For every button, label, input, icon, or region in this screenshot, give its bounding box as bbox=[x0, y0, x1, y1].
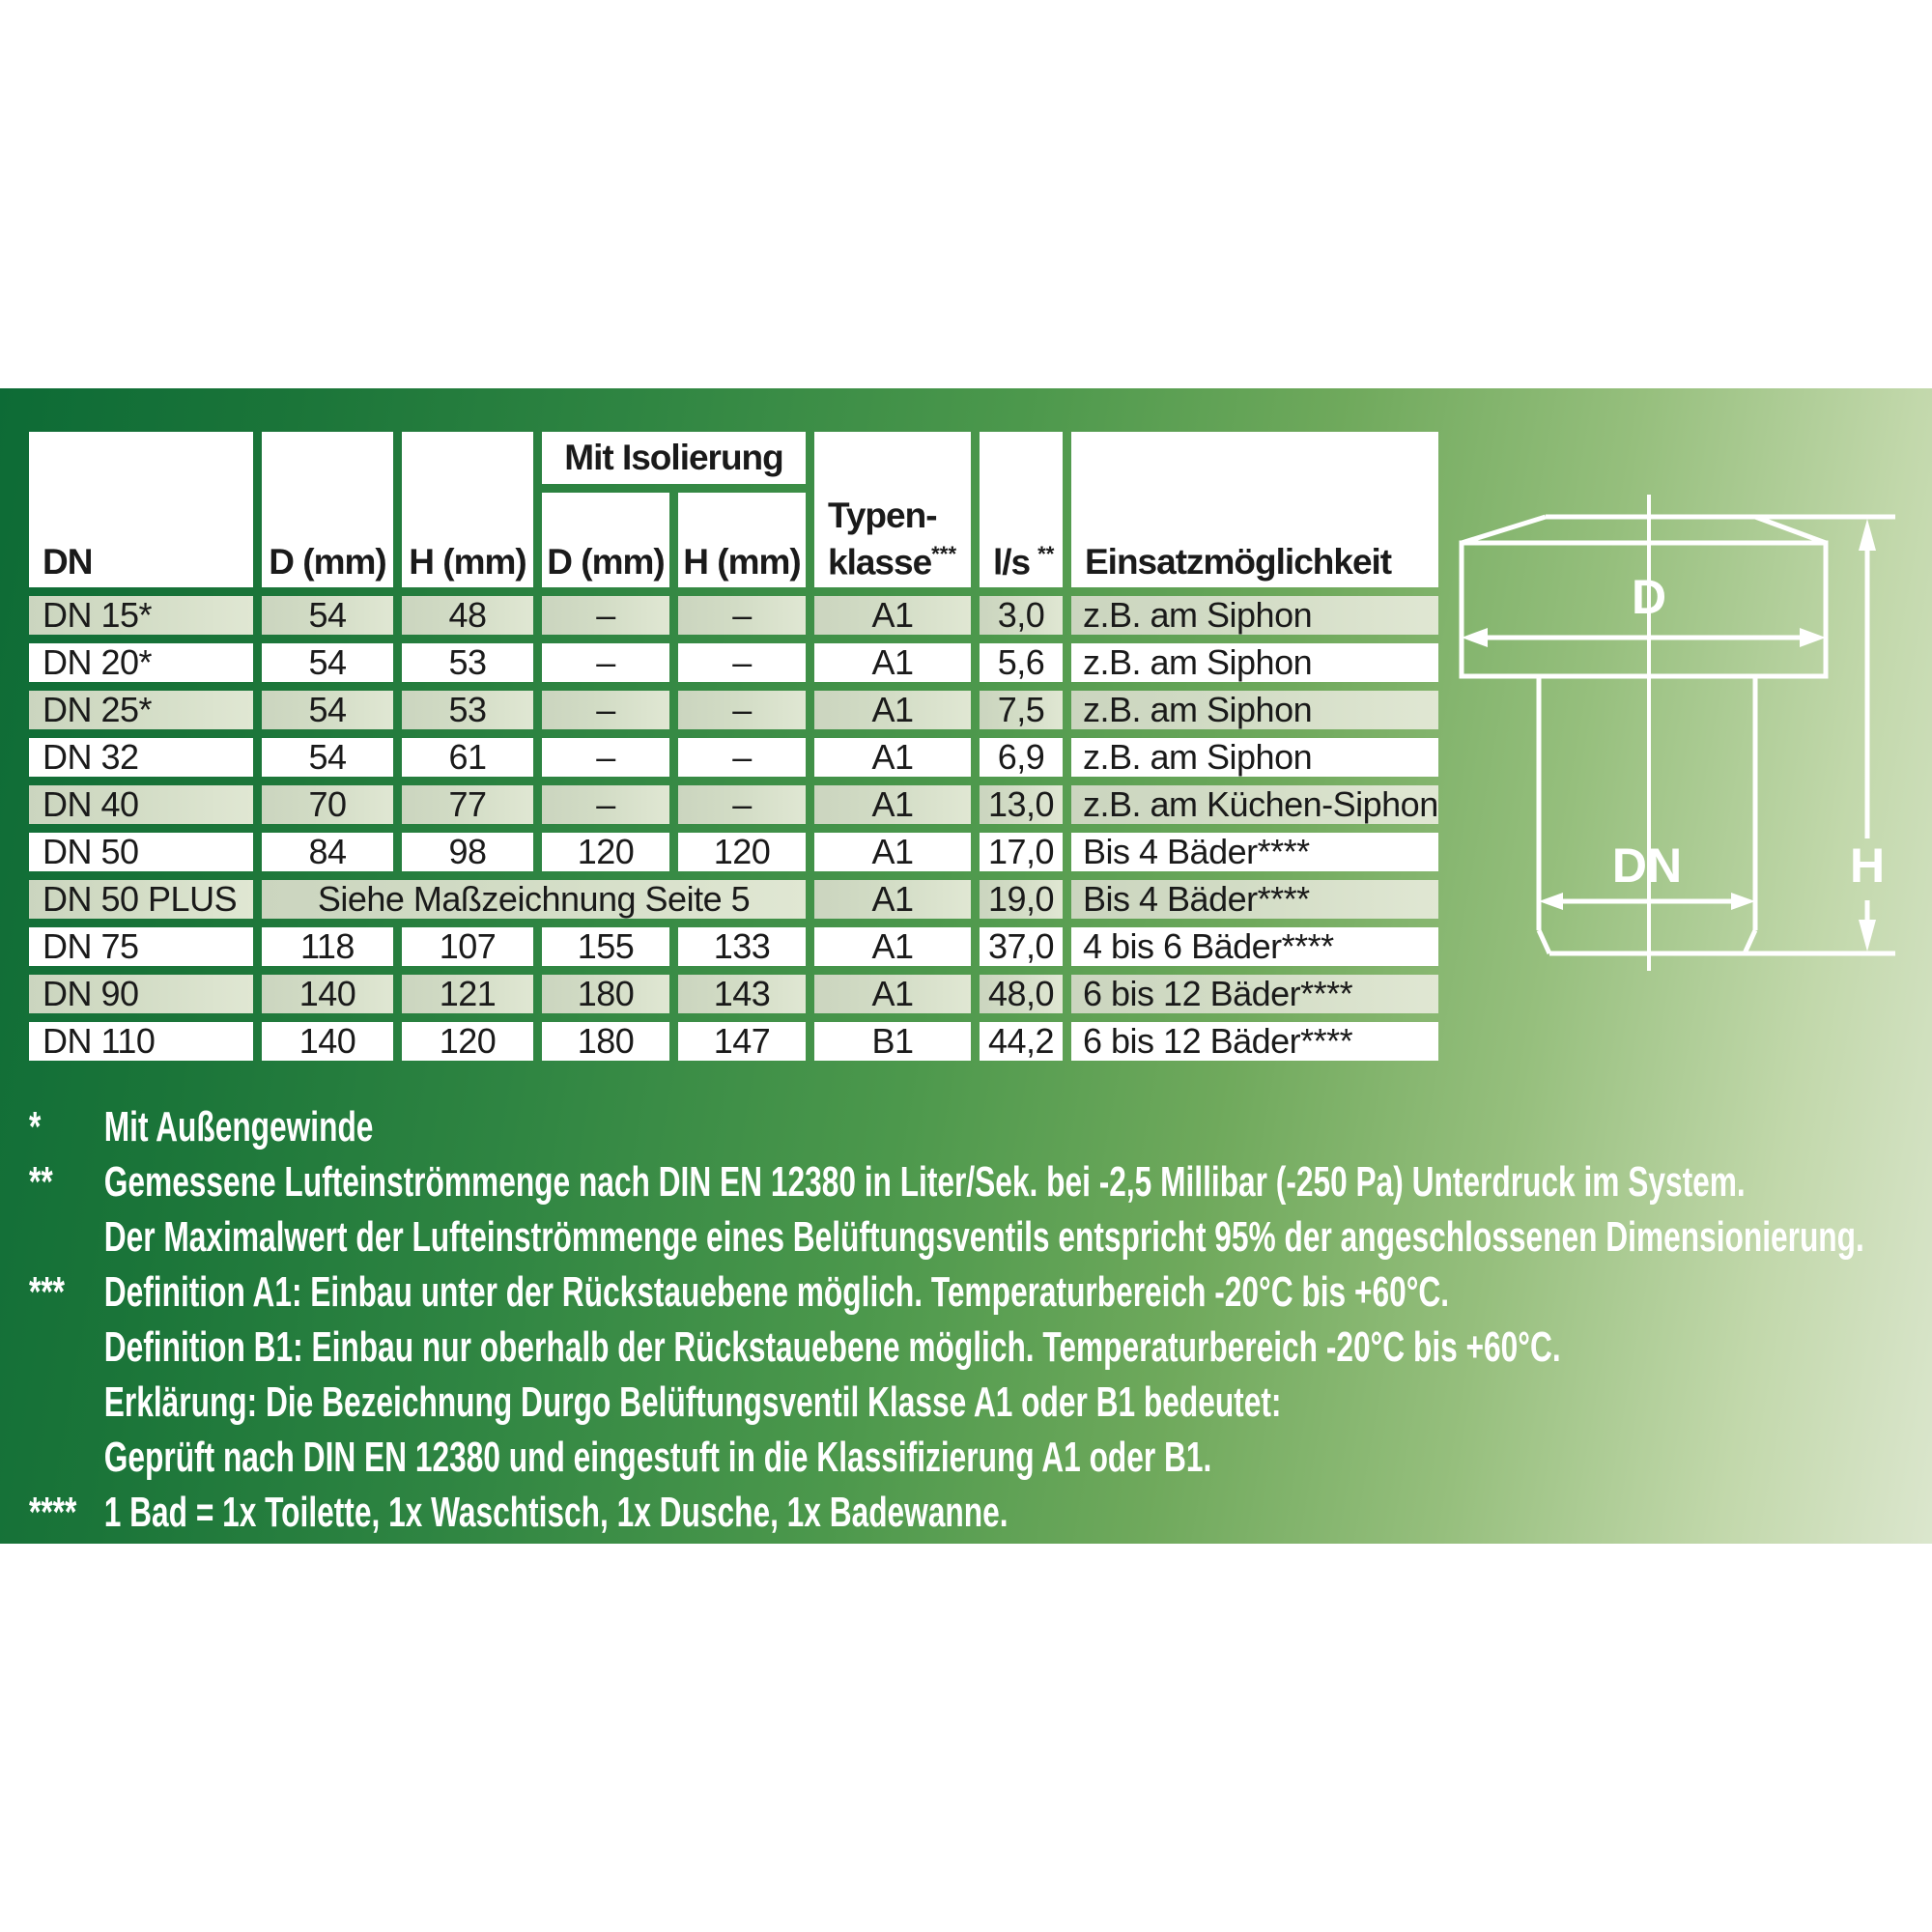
valve-dimension-diagram bbox=[1449, 425, 1913, 976]
table-cell: A1 bbox=[814, 927, 971, 966]
header-einsatzmoeglichkeit: Einsatzmöglichkeit bbox=[1071, 432, 1438, 587]
table-cell: 120 bbox=[402, 1022, 533, 1061]
typenklasse-footnote-ref: *** bbox=[931, 541, 957, 566]
table-cell: Bis 4 Bäder**** bbox=[1071, 880, 1438, 919]
table-cell: DN 40 bbox=[29, 785, 253, 824]
table-cell: 54 bbox=[262, 643, 393, 682]
table-cell: 180 bbox=[542, 1022, 669, 1061]
footnote-marker: **** bbox=[29, 1489, 77, 1536]
footnote-marker bbox=[29, 1209, 104, 1264]
d-arrowhead-left bbox=[1462, 628, 1488, 647]
table-cell: 7,5 bbox=[980, 691, 1063, 729]
table-cell: 155 bbox=[542, 927, 669, 966]
table-cell: 54 bbox=[262, 691, 393, 729]
table-cell: Siehe Maßzeichnung Seite 5 bbox=[262, 880, 806, 919]
table-cell: DN 50 PLUS bbox=[29, 880, 253, 919]
table-cell: 143 bbox=[678, 975, 806, 1013]
table-cell: 147 bbox=[678, 1022, 806, 1061]
table-row bbox=[29, 643, 1438, 682]
footnote-text: Mit Außengewinde bbox=[103, 1103, 374, 1151]
table-cell: – bbox=[542, 643, 669, 682]
table-cell: 44,2 bbox=[980, 1022, 1063, 1061]
table-cell: DN 75 bbox=[29, 927, 253, 966]
table-cell: DN 25* bbox=[29, 691, 253, 729]
header-iso-d-mm: D (mm) bbox=[542, 493, 669, 587]
table-cell: – bbox=[678, 785, 806, 824]
footnote-marker bbox=[29, 1320, 104, 1375]
header-d-mm: D (mm) bbox=[262, 432, 393, 587]
footnote-marker: ** bbox=[29, 1158, 53, 1206]
table-cell: 5,6 bbox=[980, 643, 1063, 682]
table-row bbox=[29, 833, 1438, 871]
table-row bbox=[29, 691, 1438, 729]
table-cell: z.B. am Siphon bbox=[1071, 596, 1438, 635]
table-cell: – bbox=[542, 785, 669, 824]
table-cell: z.B. am Küchen-Siphon bbox=[1071, 785, 1438, 824]
header-dn: DN bbox=[29, 432, 253, 587]
table-cell: 48 bbox=[402, 596, 533, 635]
table-cell: A1 bbox=[814, 596, 971, 635]
spec-table-body bbox=[29, 596, 1438, 1061]
header-mit-isolierung: Mit Isolierung bbox=[542, 432, 806, 484]
table-cell: 84 bbox=[262, 833, 393, 871]
table-cell: – bbox=[678, 596, 806, 635]
d-arrowhead-right bbox=[1800, 628, 1826, 647]
table-cell: B1 bbox=[814, 1022, 971, 1061]
footnote-marker bbox=[29, 1375, 104, 1430]
table-cell: 3,0 bbox=[980, 596, 1063, 635]
table-cell: z.B. am Siphon bbox=[1071, 643, 1438, 682]
header-typenklasse-line1: Typen- bbox=[828, 495, 937, 535]
table-cell: – bbox=[678, 691, 806, 729]
table-cell: 77 bbox=[402, 785, 533, 824]
table-cell: 13,0 bbox=[980, 785, 1063, 824]
table-row bbox=[29, 1022, 1438, 1061]
footnote-text: 1 Bad = 1x Toilette, 1x Waschtisch, 1x Dusche, 1x Badewanne. bbox=[103, 1489, 1009, 1536]
table-cell: A1 bbox=[814, 975, 971, 1013]
table-cell: A1 bbox=[814, 880, 971, 919]
table-cell: 120 bbox=[542, 833, 669, 871]
table-cell: – bbox=[678, 643, 806, 682]
table-cell: 133 bbox=[678, 927, 806, 966]
table-cell: 120 bbox=[678, 833, 806, 871]
h-arrowhead-bottom bbox=[1859, 920, 1876, 952]
table-cell: 180 bbox=[542, 975, 669, 1013]
table-cell: – bbox=[542, 691, 669, 729]
spec-table bbox=[20, 423, 1447, 1069]
dn-arrowhead-right bbox=[1731, 893, 1755, 910]
diagram-stem-chamfer-left bbox=[1539, 930, 1549, 953]
table-cell: A1 bbox=[814, 691, 971, 729]
table-cell: DN 32 bbox=[29, 738, 253, 777]
header-typenklasse-line2: klasse bbox=[828, 542, 932, 582]
table-cell: 4 bis 6 Bäder**** bbox=[1071, 927, 1438, 966]
footnote-text: Definition A1: Einbau unter der Rückstauebene möglich. Temperaturbereich -20°C bis +60°C. bbox=[103, 1268, 1450, 1316]
table-cell: 53 bbox=[402, 643, 533, 682]
table-cell: 70 bbox=[262, 785, 393, 824]
table-cell: 37,0 bbox=[980, 927, 1063, 966]
ls-footnote-ref: ** bbox=[1037, 541, 1055, 566]
table-row bbox=[29, 785, 1438, 824]
table-cell: 54 bbox=[262, 596, 393, 635]
table-cell: 19,0 bbox=[980, 880, 1063, 919]
table-cell: 48,0 bbox=[980, 975, 1063, 1013]
header-ls bbox=[980, 432, 1063, 587]
header-h-mm: H (mm) bbox=[402, 432, 533, 587]
diagram-label-h: H bbox=[1849, 838, 1886, 893]
table-cell: z.B. am Siphon bbox=[1071, 691, 1438, 729]
table-cell: A1 bbox=[814, 643, 971, 682]
header-row-top bbox=[29, 432, 1438, 484]
footnote-text: Gemessene Lufteinströmmenge nach DIN EN 12380 in Liter/Sek. bei -2,5 Millibar (-250 Pa) Unterdruck im System. bbox=[103, 1158, 1746, 1206]
table-cell: 6 bis 12 Bäder**** bbox=[1071, 975, 1438, 1013]
table-cell: 53 bbox=[402, 691, 533, 729]
diagram-cap-right-slant bbox=[1755, 517, 1826, 543]
footnote-marker: * bbox=[29, 1103, 42, 1151]
diagram-cap-left-slant bbox=[1462, 517, 1546, 543]
footnotes bbox=[29, 1099, 1864, 1540]
table-row bbox=[29, 596, 1438, 635]
table-cell: 98 bbox=[402, 833, 533, 871]
footnote-text: Der Maximalwert der Lufteinströmmenge eines Belüftungsventils entspricht 95% der angeschlossenen Dimensionierung. bbox=[103, 1213, 1864, 1261]
green-panel bbox=[0, 388, 1932, 1544]
footnote-marker: *** bbox=[29, 1268, 65, 1316]
table-cell: 6 bis 12 Bäder**** bbox=[1071, 1022, 1438, 1061]
table-cell: DN 15* bbox=[29, 596, 253, 635]
table-cell: DN 90 bbox=[29, 975, 253, 1013]
header-iso-h-mm: H (mm) bbox=[678, 493, 806, 587]
h-arrowhead-top bbox=[1859, 519, 1876, 551]
table-cell: 6,9 bbox=[980, 738, 1063, 777]
diagram-label-d: D bbox=[1631, 570, 1667, 624]
table-cell: A1 bbox=[814, 785, 971, 824]
table-cell: – bbox=[542, 738, 669, 777]
table-cell: DN 50 bbox=[29, 833, 253, 871]
table-row bbox=[29, 738, 1438, 777]
header-typenklasse bbox=[814, 432, 971, 587]
table-row bbox=[29, 975, 1438, 1013]
table-row bbox=[29, 927, 1438, 966]
footnote-marker bbox=[29, 1430, 104, 1485]
table-cell: 61 bbox=[402, 738, 533, 777]
table-cell: DN 110 bbox=[29, 1022, 253, 1061]
table-cell: A1 bbox=[814, 833, 971, 871]
table-cell: DN 20* bbox=[29, 643, 253, 682]
footnote-text: Erklärung: Die Bezeichnung Durgo Belüftungsventil Klasse A1 oder B1 bedeutet: bbox=[103, 1378, 1282, 1426]
table-cell: – bbox=[678, 738, 806, 777]
table-cell: 17,0 bbox=[980, 833, 1063, 871]
footnote-text: Geprüft nach DIN EN 12380 und eingestuft in die Klassifizierung A1 oder B1. bbox=[103, 1434, 1212, 1481]
table-row bbox=[29, 880, 1438, 919]
table-cell: – bbox=[542, 596, 669, 635]
table-cell: A1 bbox=[814, 738, 971, 777]
table-cell: 107 bbox=[402, 927, 533, 966]
dn-arrowhead-left bbox=[1539, 893, 1563, 910]
table-cell: Bis 4 Bäder**** bbox=[1071, 833, 1438, 871]
footnote-text: Definition B1: Einbau nur oberhalb der Rückstauebene möglich. Temperaturbereich -20°C bis +60°C. bbox=[103, 1323, 1561, 1371]
diagram-label-dn: DN bbox=[1611, 838, 1683, 893]
spec-table-header bbox=[29, 432, 1438, 587]
diagram-stem-chamfer-right bbox=[1745, 930, 1755, 953]
table-cell: 140 bbox=[262, 1022, 393, 1061]
table-cell: 140 bbox=[262, 975, 393, 1013]
table-cell: z.B. am Siphon bbox=[1071, 738, 1438, 777]
table-cell: 54 bbox=[262, 738, 393, 777]
header-ls-label: l/s bbox=[993, 542, 1031, 582]
table-cell: 121 bbox=[402, 975, 533, 1013]
table-cell: 118 bbox=[262, 927, 393, 966]
